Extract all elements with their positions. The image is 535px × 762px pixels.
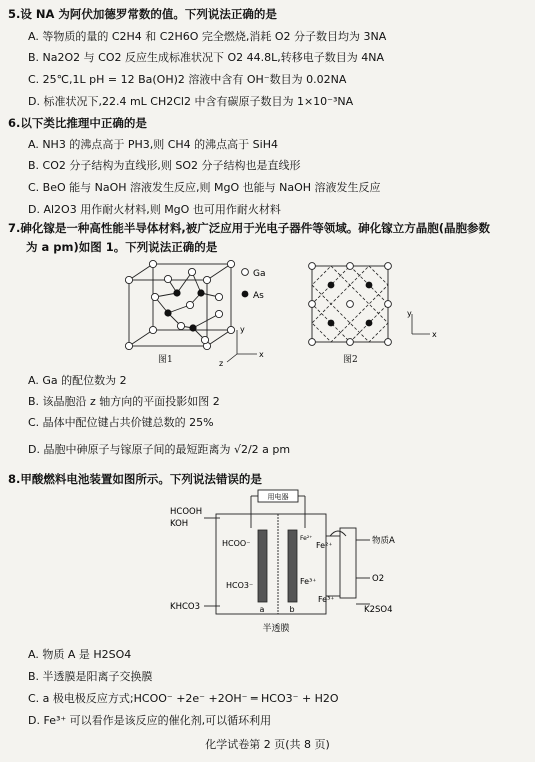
load-label: 用电器 (267, 493, 289, 501)
q6-option-d: D. Al2O3 用作耐火材料,则 MgO 也可用作耐火材料 (28, 203, 281, 216)
q7-option-d: D. 晶胞中砷原子与镓原子间的最短距离为 √2/2 a pm (28, 443, 291, 456)
electrode-b (288, 530, 297, 602)
legend-ga-marker (242, 269, 249, 276)
q8-option-d: D. Fe³⁺ 可以看作是该反应的催化剂,可以循环利用 (28, 714, 272, 727)
figure-2-label: 图2 (343, 355, 358, 365)
q7-stem-line1: 7.砷化镓是一种高性能半导体材料,被广泛应用于光电子器件等领域。砷化镓立方晶胞(晶胞参数 (8, 221, 490, 235)
q8-option-c: C. a 极电极反应方式;HCOO⁻ +2e⁻ +2OH⁻ ═ HCO3⁻ + H2O (28, 692, 339, 705)
q5-option-c: C. 25℃,1L pH = 12 Ba(OH)2 溶液中含有 OH⁻数目为 0.02NA (28, 73, 347, 86)
q5-option-b: B. Na2O2 与 CO2 反应生成标准状况下 O2 44.8L,转移电子数目为 4NA (28, 51, 385, 64)
figure-1-label: 图1 (158, 355, 173, 365)
membrane-label: 半透膜 (262, 624, 290, 634)
electrode-a-label: a (259, 605, 265, 614)
q7-option-c: C. 晶体中配位键占共价键总数的 25% (28, 416, 214, 429)
legend-as-label: As (253, 291, 264, 301)
q8-stem: 8.甲酸燃料电池装置如图所示。下列说法错误的是 (8, 472, 262, 486)
q8-option-a: A. 物质 A 是 H2SO4 (28, 648, 132, 661)
q7-option-a: A. Ga 的配位数为 2 (28, 374, 127, 387)
q6-option-b: B. CO2 分子结构为直线形,则 SO2 分子结构也是直线形 (28, 159, 301, 172)
substance-a: 物质A (372, 536, 395, 546)
input-koh: KOH (170, 519, 189, 529)
q5-stem: 5.设 NA 为阿伏加德罗常数的值。下列说法正确的是 (8, 7, 277, 21)
output-k2so4: K2SO4 (364, 605, 393, 615)
ion-fe3: Fe³⁺ (300, 577, 317, 586)
fuel-cell-diagram (168, 488, 398, 648)
q6-stem: 6.以下类比推理中正确的是 (8, 116, 147, 130)
fig1-axis-z: z (219, 359, 224, 368)
electrode-a (258, 530, 267, 602)
electrode-b-label: b (289, 605, 295, 614)
ion-fe2-small: Fe²⁺ (300, 535, 313, 542)
ion-fe3-out: Fe³⁺ (318, 595, 335, 604)
fig1-axis-x: x (259, 350, 264, 359)
q5-option-d: D. 标准状况下,22.4 mL CH2Cl2 中含有碳原子数目为 1×10⁻³NA (28, 95, 354, 108)
figure-2-projection (300, 258, 450, 358)
input-o2: O2 (372, 574, 385, 584)
fig2-axis-x: x (432, 330, 437, 339)
q6-option-c: C. BeO 能与 NaOH 溶液发生反应,则 MgO 也能与 NaOH 溶液发生反应 (28, 181, 381, 194)
input-hcooh: HCOOH (170, 507, 203, 517)
ion-fe2: Fe²⁺ (316, 541, 333, 550)
fig1-axis-y: y (240, 325, 245, 334)
q5-option-a: A. 等物质的量的 C2H4 和 C2H6O 完全燃烧,消耗 O2 分子数目均为 3NA (28, 30, 387, 43)
figure-1-unit-cell (115, 258, 285, 368)
q7-stem-line2: 为 a pm)如图 1。下列说法正确的是 (26, 240, 218, 254)
fig2-axis-y: y (407, 309, 412, 318)
q7-option-b: B. 该晶胞沿 z 轴方向的平面投影如图 2 (28, 395, 220, 408)
legend-as-marker (242, 291, 249, 298)
page-footer: 化学试卷第 2 页(共 8 页) (205, 738, 330, 751)
ion-hco3: HCO3⁻ (226, 581, 254, 590)
q6-option-a: A. NH3 的沸点高于 PH3,则 CH4 的沸点高于 SiH4 (28, 138, 278, 151)
q8-option-b: B. 半透膜是阳离子交换膜 (28, 670, 153, 683)
ion-hcoo: HCOO⁻ (222, 539, 251, 548)
output-khco3: KHCO3 (170, 602, 200, 612)
legend-ga-label: Ga (253, 269, 266, 279)
